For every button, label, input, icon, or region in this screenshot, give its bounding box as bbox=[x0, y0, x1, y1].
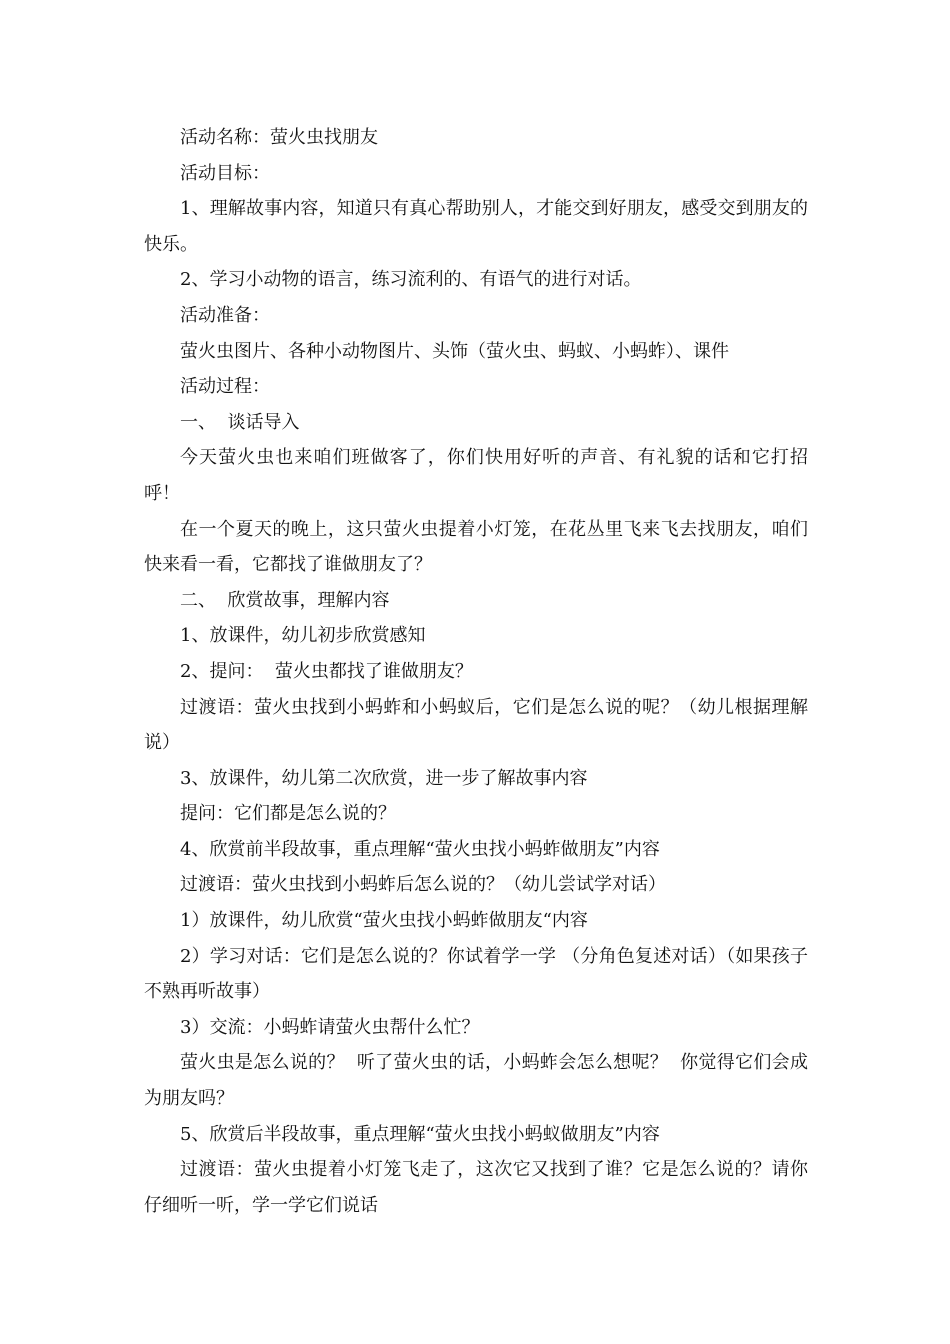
goal-item-1: 1、理解故事内容，知道只有真心帮助别人，才能交到好朋友，感受交到朋友的快乐。 bbox=[144, 198, 808, 255]
activity-goals-heading: 活动目标： bbox=[180, 162, 270, 184]
substep-2: 2）学习对话：它们是怎么说的？你试着学一学 （分角色复述对话）（如果孩子不熟再听故事） bbox=[144, 945, 808, 1003]
intro-paragraph-2: 在一个夏天的晚上，这只萤火虫提着小灯笼，在花丛里飞来飞去找朋友，咱们快来看一看，它都找了谁做朋友了？ bbox=[144, 518, 808, 576]
intro-paragraph-1: 今天萤火虫也来咱们班做客了，你们快用好听的声音、有礼貌的话和它打招呼！ bbox=[144, 447, 808, 504]
preparation-materials: 萤火虫图片、各种小动物图片、头饰（萤火虫、蚂蚁、小蚂蚱）、课件 bbox=[180, 340, 729, 362]
section-2-heading: 二、 欣赏故事，理解内容 bbox=[180, 589, 390, 611]
question-text: 提问：它们都是怎么说的？ bbox=[180, 803, 396, 825]
section-1-heading: 一、 谈话导入 bbox=[180, 411, 300, 433]
document-body bbox=[144, 120, 808, 1223]
substep-1: 1）放课件，幼儿欣赏“萤火虫找小蚂蚱做朋友“内容 bbox=[180, 910, 588, 932]
activity-name-line: 活动名称：萤火虫找朋友 bbox=[180, 127, 378, 148]
discussion-questions: 萤火虫是怎么说的？ 听了萤火虫的话，小蚂蚱会怎么想呢？ 你觉得它们会成为朋友吗？ bbox=[144, 1052, 808, 1110]
activity-process-heading: 活动过程： bbox=[180, 376, 270, 398]
step-2-question: 2、提问： 萤火虫都找了谁做朋友？ bbox=[180, 660, 473, 682]
step-3: 3、放课件，幼儿第二次欣赏，进一步了解故事内容 bbox=[180, 767, 588, 789]
substep-3: 3）交流：小蚂蚱请萤火虫帮什么忙？ bbox=[180, 1016, 480, 1038]
transition-text-1: 过渡语：萤火虫找到小蚂蚱和小蚂蚁后，它们是怎么说的呢？（幼儿根据理解说） bbox=[144, 696, 808, 754]
transition-text-3: 过渡语：萤火虫提着小灯笼飞走了，这次它又找到了谁？它是怎么说的？请你仔细听一听，学一学它们说话 bbox=[144, 1159, 808, 1216]
step-4: 4、欣赏前半段故事，重点理解“萤火虫找小蚂蚱做朋友”内容 bbox=[180, 838, 660, 860]
step-5: 5、欣赏后半段故事，重点理解“萤火虫找小蚂蚁做朋友”内容 bbox=[180, 1123, 660, 1145]
step-1: 1、放课件，幼儿初步欣赏感知 bbox=[180, 625, 426, 647]
transition-text-2: 过渡语：萤火虫找到小蚂蚱后怎么说的？（幼儿尝试学对话） bbox=[180, 874, 666, 896]
activity-preparation-heading: 活动准备： bbox=[180, 304, 270, 326]
goal-item-2: 2、学习小动物的语言，练习流利的、有语气的进行对话。 bbox=[180, 269, 642, 291]
